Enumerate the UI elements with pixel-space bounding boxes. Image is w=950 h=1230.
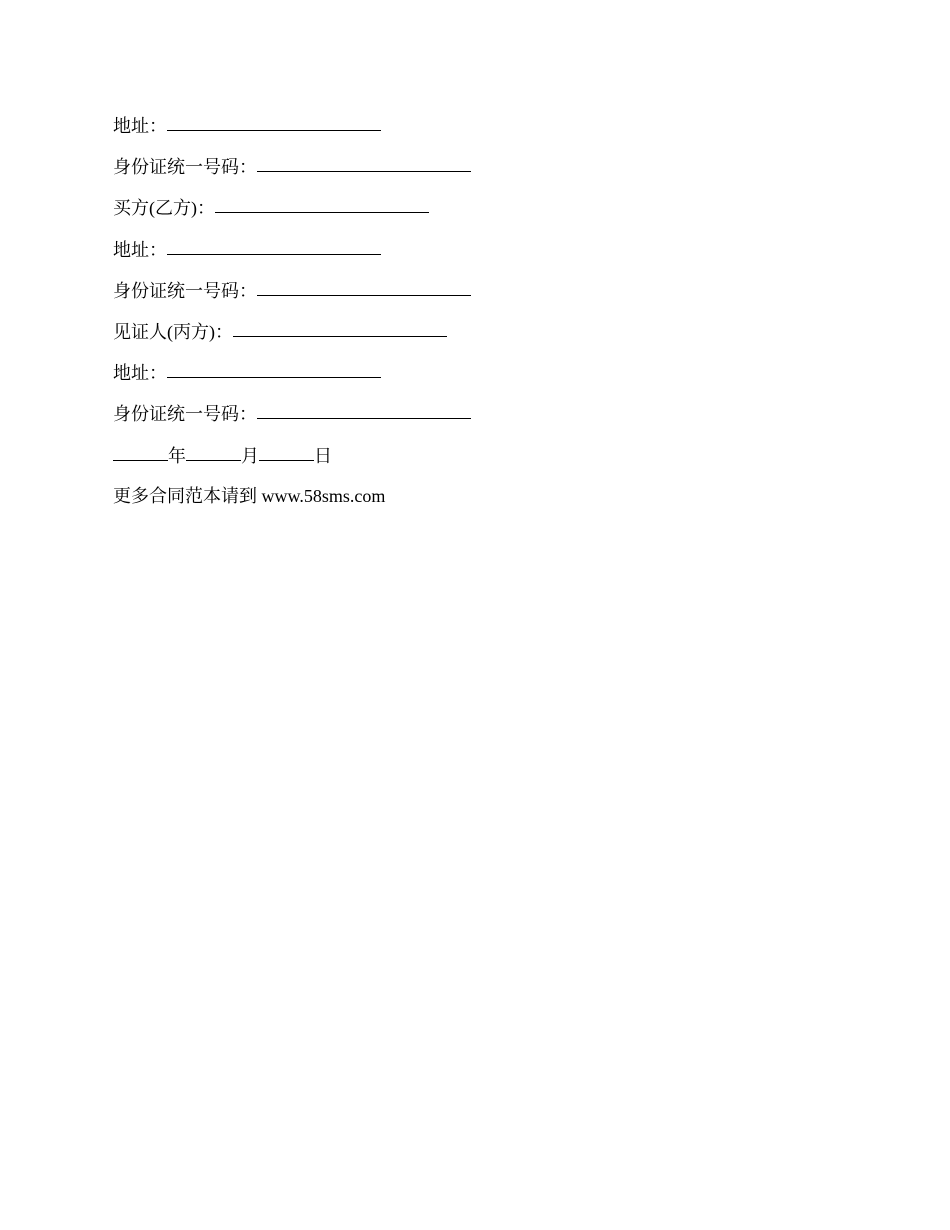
field-line-witness bbox=[113, 316, 833, 357]
footer-note bbox=[113, 481, 833, 522]
footer-text: 更多合同范本请到 www.58sms.com bbox=[113, 485, 386, 506]
field-line-address bbox=[113, 357, 833, 398]
month-blank bbox=[186, 439, 241, 461]
day-label: 日 bbox=[314, 445, 332, 466]
field-line-address bbox=[113, 234, 833, 275]
fill-blank bbox=[167, 356, 381, 378]
field-line-address bbox=[113, 110, 833, 151]
fill-blank bbox=[167, 233, 381, 255]
field-line-id-number bbox=[113, 151, 833, 192]
fill-blank bbox=[257, 397, 471, 419]
month-label: 月 bbox=[241, 445, 259, 466]
field-label: 地址： bbox=[113, 363, 167, 384]
field-label: 见证人(丙方)： bbox=[113, 321, 233, 342]
year-blank bbox=[113, 439, 168, 461]
date-line bbox=[113, 440, 833, 481]
field-label: 身份证统一号码： bbox=[113, 280, 257, 301]
day-blank bbox=[259, 439, 314, 461]
field-label: 地址： bbox=[113, 239, 167, 260]
fill-blank bbox=[167, 109, 381, 131]
fill-blank bbox=[257, 150, 471, 172]
field-label: 买方(乙方)： bbox=[113, 198, 215, 219]
field-label: 身份证统一号码： bbox=[113, 404, 257, 425]
fill-blank bbox=[215, 191, 429, 213]
fill-blank bbox=[257, 274, 471, 296]
field-line-id-number bbox=[113, 275, 833, 316]
field-label: 地址： bbox=[113, 116, 167, 136]
field-line-buyer bbox=[113, 192, 833, 233]
fill-blank bbox=[233, 315, 447, 337]
year-label: 年 bbox=[168, 445, 186, 466]
field-line-id-number bbox=[113, 398, 833, 439]
document-body bbox=[113, 110, 833, 522]
field-label: 身份证统一号码： bbox=[113, 157, 257, 178]
